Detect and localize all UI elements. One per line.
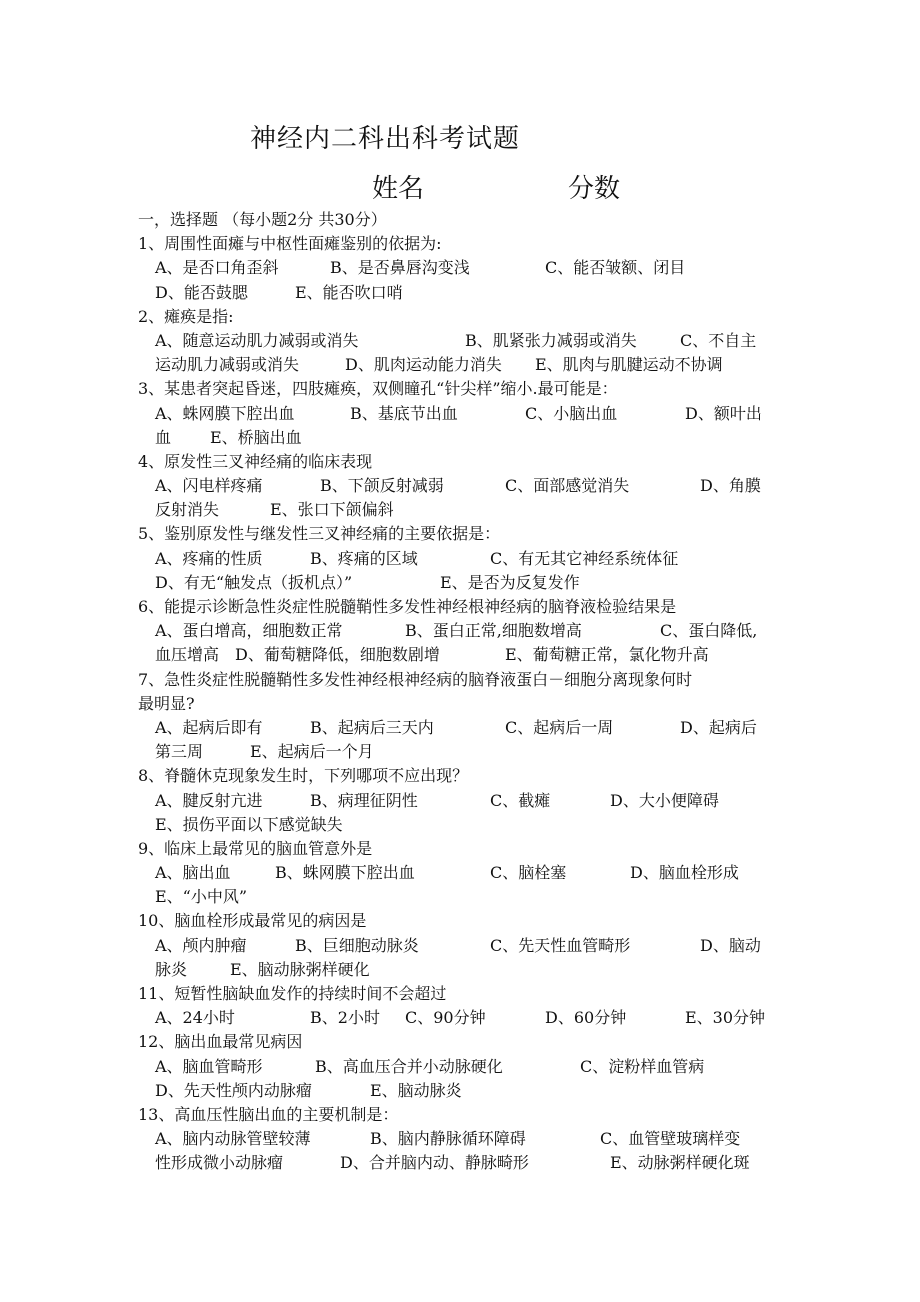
answer-option: E、桥脑出血 <box>210 427 302 447</box>
option-row <box>138 353 798 377</box>
answer-option: D、脑动 <box>700 935 761 955</box>
answer-option: D、合并脑内动、静脉畸形 <box>340 1153 529 1173</box>
answer-option: A、脑出血 <box>155 863 231 883</box>
section-heading: 一，选择题 （每小题2分 共30分） <box>138 210 387 229</box>
answer-option: E、是否为反复发作 <box>440 572 580 592</box>
answer-option: C、脑栓塞 <box>490 863 567 883</box>
answer-option: B、病理征阴性 <box>310 790 418 810</box>
answer-option: C、能否皱额、闭目 <box>545 258 686 278</box>
answer-option: A、疼痛的性质 <box>155 548 263 568</box>
option-row <box>138 619 798 643</box>
answer-option: D、葡萄糖降低，细胞数剧增 <box>235 645 440 665</box>
answer-option: D、先天性颅内动脉瘤 <box>155 1080 312 1100</box>
answer-option: B、疼痛的区域 <box>310 548 418 568</box>
option-row <box>138 498 798 522</box>
answer-option: D、起病后 <box>680 717 757 737</box>
answer-option: C、小脑出血 <box>525 403 618 423</box>
question-stem: 6、能提示诊断急性炎症性脱髓鞘性多发性神经根神经病的脑脊液检验结果是 <box>138 597 677 616</box>
answer-option: C、不自主 <box>680 330 757 350</box>
answer-option: C、先天性血管畸形 <box>490 935 631 955</box>
answer-option: B、2小时 <box>310 1008 380 1028</box>
option-row <box>138 329 798 353</box>
option-row <box>138 1079 798 1103</box>
option-row <box>138 716 798 740</box>
question-stem: 11、短暂性脑缺血发作的持续时间不会超过 <box>138 984 447 1003</box>
answer-option: B、基底节出血 <box>350 403 458 423</box>
question-stem: 5、鉴别原发性与继发性三叉神经痛的主要依据是： <box>138 524 501 544</box>
answer-option: B、下颌反射减弱 <box>320 476 444 496</box>
answer-option: 运动肌力减弱或消失 <box>155 355 300 375</box>
option-row <box>138 426 798 450</box>
answer-option: E、30分钟 <box>685 1008 766 1028</box>
answer-option: E、葡萄糖正常，氯化物升高 <box>505 645 709 665</box>
answer-option: E、张口下颌偏斜 <box>270 500 394 520</box>
option-row <box>138 934 798 958</box>
answer-option: B、是否鼻唇沟变浅 <box>330 258 470 278</box>
answer-option: A、蛋白增高，细胞数正常 <box>155 621 343 641</box>
answer-option: D、有无“触发点（扳机点）” <box>155 572 353 592</box>
answer-option: C、血管壁玻璃样变 <box>600 1129 741 1149</box>
answer-option: B、蛛网膜下腔出血 <box>275 863 415 883</box>
answer-option: C、面部感觉消失 <box>505 476 630 496</box>
question-stem: 13、高血压性脑出血的主要机制是： <box>138 1104 399 1124</box>
answer-option: D、肌肉运动能力消失 <box>345 355 502 375</box>
answer-option: A、蛛网膜下腔出血 <box>155 403 295 423</box>
option-row <box>138 813 798 837</box>
answer-option: E、损伤平面以下感觉缺失 <box>155 814 343 834</box>
answer-option: E、肌肉与肌腱运动不协调 <box>535 355 723 375</box>
answer-option: 反射消失 <box>155 500 220 520</box>
answer-option: A、腱反射亢进 <box>155 790 263 810</box>
option-row <box>138 861 798 885</box>
answer-option: D、额叶出 <box>685 403 762 423</box>
answer-option: E、起病后一个月 <box>250 742 374 762</box>
option-row <box>138 958 798 982</box>
answer-option: C、截瘫 <box>490 790 551 810</box>
question-stem: 7、急性炎症性脱髓鞘性多发性神经根神经病的脑脊液蛋白－细胞分离现象何时 <box>138 669 693 689</box>
answer-option: C、淀粉样血管病 <box>580 1056 705 1076</box>
answer-option: A、起病后即有 <box>155 717 263 737</box>
option-row <box>138 643 798 667</box>
answer-option: D、角膜 <box>700 476 761 496</box>
answer-option: E、动脉粥样硬化斑 <box>610 1153 750 1173</box>
answer-option: C、有无其它神经系统体征 <box>490 548 679 568</box>
answer-option: A、颅内肿瘤 <box>155 935 247 955</box>
answer-option: 血压增高 <box>155 645 220 665</box>
option-row <box>138 402 798 426</box>
name-label: 姓名 <box>372 174 425 204</box>
option-row <box>138 281 798 305</box>
question-stem: 最明显? <box>138 693 195 713</box>
option-row <box>138 1055 798 1079</box>
answer-option: 性形成微小动脉瘤 <box>155 1153 284 1173</box>
option-row <box>138 474 798 498</box>
answer-option: B、高血压合并小动脉硬化 <box>315 1056 503 1076</box>
answer-option: A、闪电样疼痛 <box>155 476 263 496</box>
option-row <box>138 1127 798 1151</box>
answer-option: A、脑血管畸形 <box>155 1056 263 1076</box>
question-stem: 2、瘫痪是指: <box>138 306 234 326</box>
option-row <box>138 256 798 280</box>
option-row <box>138 547 798 571</box>
answer-option: C、起病后一周 <box>505 717 614 737</box>
answer-option: E、能否吹口哨 <box>295 282 403 302</box>
answer-option: D、大小便障碍 <box>610 790 719 810</box>
question-stem: 3、某患者突起昏迷，四肢瘫痪，双侧瞳孔“针尖样”缩小.最可能是： <box>138 379 618 399</box>
question-stem: 10、脑血栓形成最常见的病因是 <box>138 911 367 931</box>
answer-option: 血 <box>155 427 172 447</box>
answer-option: D、能否鼓腮 <box>155 282 248 302</box>
option-row <box>138 740 798 764</box>
question-stem: 8、脊髓休克现象发生时，下列哪项不应出现？ <box>138 766 469 786</box>
answer-option: B、肌紧张力减弱或消失 <box>465 330 637 350</box>
exam-title: 神经内二科出科考试题 <box>250 124 521 154</box>
question-stem: 12、脑出血最常见病因 <box>138 1032 303 1052</box>
answer-option: 脉炎 <box>155 959 188 979</box>
answer-option: C、蛋白降低, <box>660 621 758 641</box>
option-row <box>138 789 798 813</box>
answer-option: 第三周 <box>155 742 204 762</box>
answer-option: D、60分钟 <box>545 1008 627 1028</box>
question-stem: 9、临床上最常见的脑血管意外是 <box>138 838 373 858</box>
answer-option: B、巨细胞动脉炎 <box>295 935 419 955</box>
score-label: 分数 <box>568 174 621 204</box>
question-list <box>138 208 798 1176</box>
answer-option: A、是否口角歪斜 <box>155 258 279 278</box>
answer-option: E、“小中风” <box>155 887 248 907</box>
answer-option: D、脑血栓形成 <box>630 863 739 883</box>
answer-option: A、脑内动脉管壁较薄 <box>155 1129 311 1149</box>
answer-option: B、脑内静脉循环障碍 <box>370 1129 526 1149</box>
answer-option: E、脑动脉粥样硬化 <box>230 959 370 979</box>
answer-option: B、起病后三天内 <box>310 717 434 737</box>
question-stem: 4、原发性三叉神经痛的临床表现 <box>138 451 373 471</box>
answer-option: C、90分钟 <box>405 1008 486 1028</box>
option-row <box>138 571 798 595</box>
option-row <box>138 885 798 909</box>
answer-option: A、24小时 <box>155 1008 235 1028</box>
option-row <box>138 1151 798 1175</box>
answer-option: A、随意运动肌力减弱或消失 <box>155 330 359 350</box>
question-stem: 1、周围性面瘫与中枢性面瘫鉴别的依据为: <box>138 234 442 254</box>
answer-option: B、蛋白正常,细胞数增高 <box>405 621 582 641</box>
answer-option: E、脑动脉炎 <box>370 1080 462 1100</box>
option-row <box>138 1006 798 1030</box>
